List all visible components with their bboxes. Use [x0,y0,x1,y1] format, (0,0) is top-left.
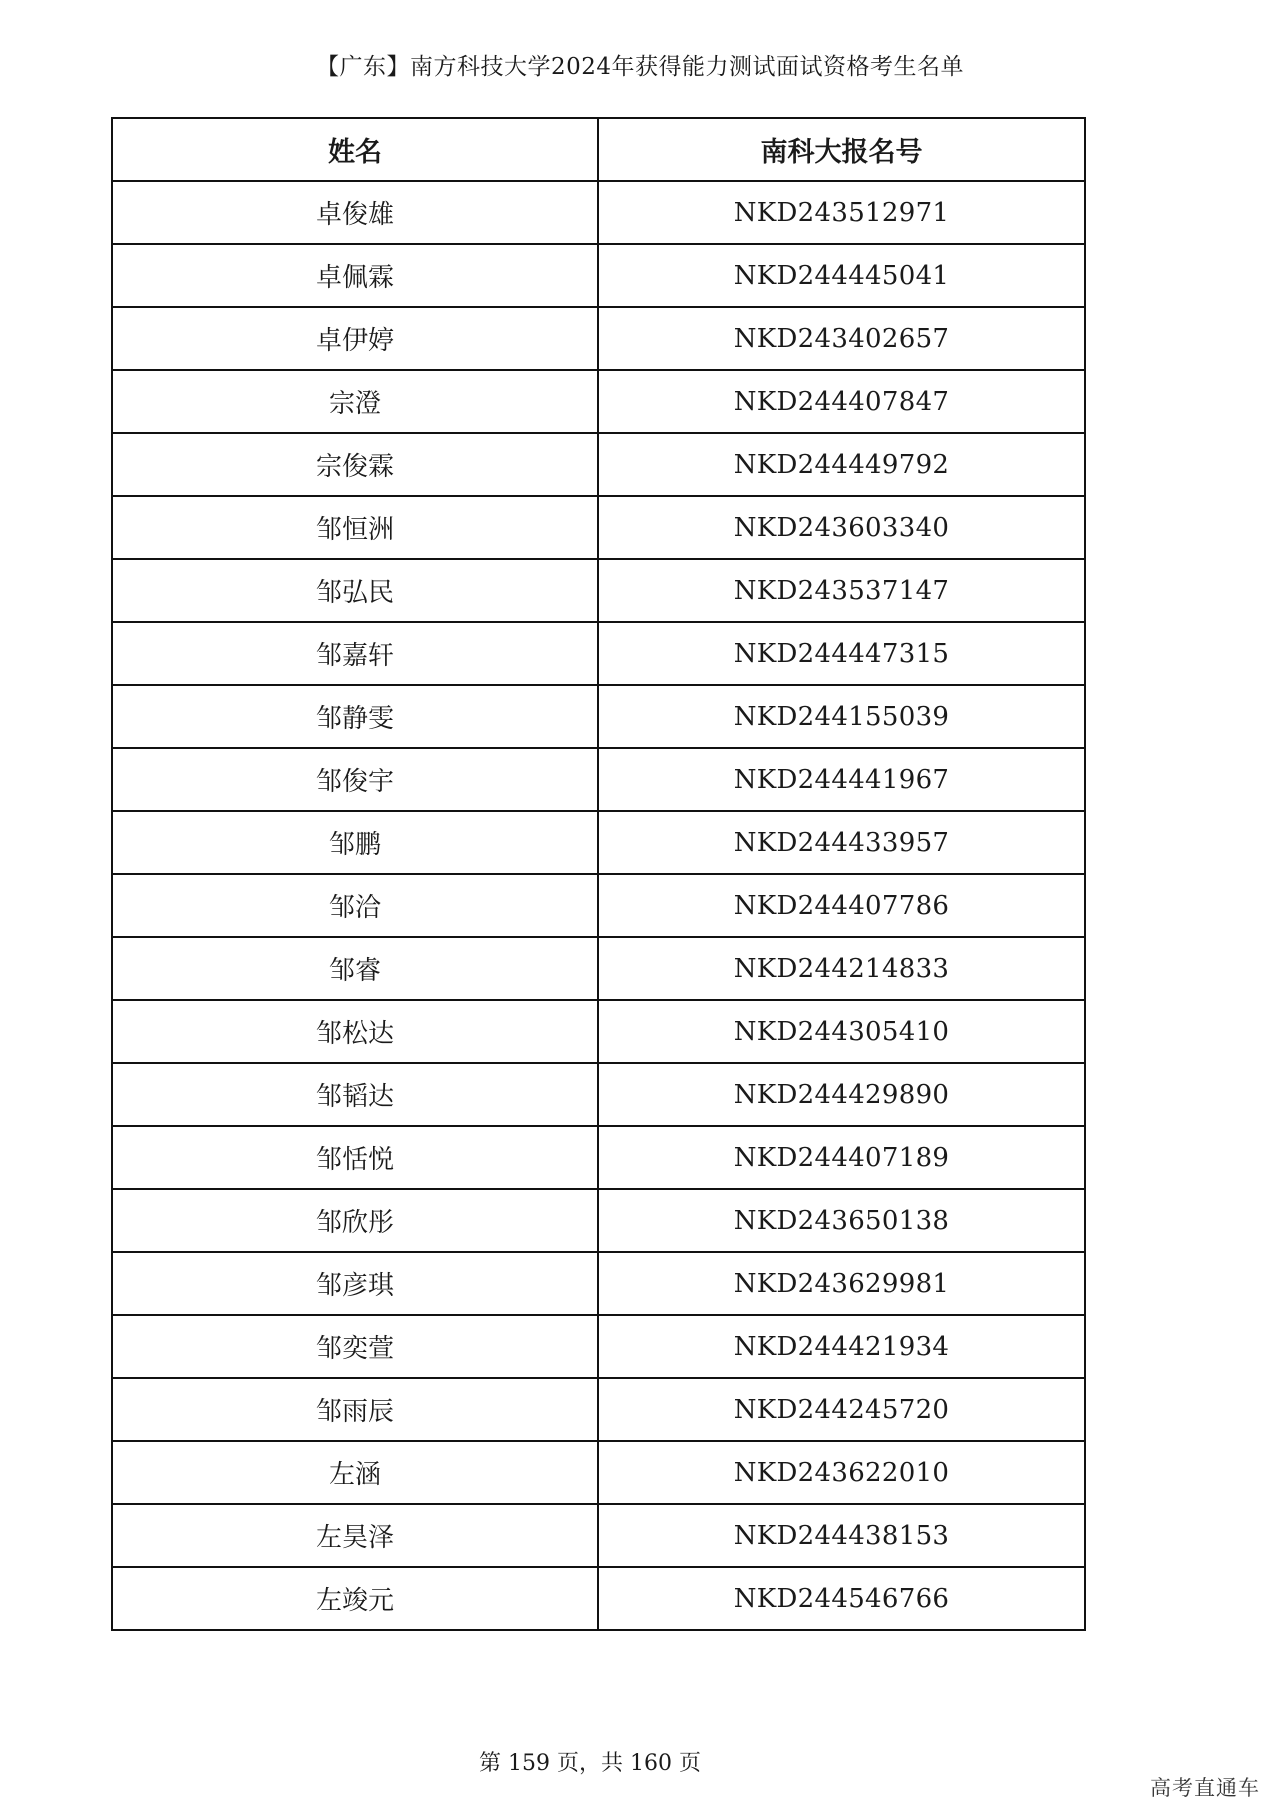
table-row [112,1063,1085,1126]
table-row [112,1504,1085,1567]
table-row [112,1441,1085,1504]
candidate-name-cell: 邹静雯 [112,685,598,748]
candidate-name-cell: 邹彦琪 [112,1252,598,1315]
table-row [112,181,1085,244]
candidate-name-cell: 卓伊婷 [112,307,598,370]
candidate-name-cell: 邹奕萱 [112,1315,598,1378]
candidate-name-cell: 卓佩霖 [112,244,598,307]
table-row [112,370,1085,433]
table-row [112,1567,1085,1630]
registration-id-cell: NKD243512971 [598,181,1085,244]
registration-id-cell: NKD244305410 [598,1000,1085,1063]
candidate-name-cell: 宗俊霖 [112,433,598,496]
page-number: 第 159 页，共 160 页 [479,1751,701,1776]
table-row [112,1189,1085,1252]
page-title: 【广东】南方科技大学2024年获得能力测试面试资格考生名单 [315,54,965,80]
table-row [112,748,1085,811]
table-row [112,937,1085,1000]
candidate-name-cell: 邹雨辰 [112,1378,598,1441]
registration-id-cell: NKD243629981 [598,1252,1085,1315]
registration-id-cell: NKD244433957 [598,811,1085,874]
candidate-name-cell: 左涵 [112,1441,598,1504]
registration-id-cell: NKD243402657 [598,307,1085,370]
registration-id-cell: NKD243650138 [598,1189,1085,1252]
table-header-row [112,118,1085,181]
table-row [112,622,1085,685]
registration-id-cell: NKD244407847 [598,370,1085,433]
column-header-name: 姓名 [112,118,598,181]
candidate-name-cell: 邹欣彤 [112,1189,598,1252]
candidate-name-cell: 左昊泽 [112,1504,598,1567]
table-row [112,1378,1085,1441]
table-row [112,1252,1085,1315]
registration-id-cell: NKD244441967 [598,748,1085,811]
candidate-name-cell: 邹弘民 [112,559,598,622]
table-row [112,1126,1085,1189]
candidate-name-cell: 邹睿 [112,937,598,1000]
table-row [112,874,1085,937]
candidate-name-cell: 邹韬达 [112,1063,598,1126]
registration-id-cell: NKD243622010 [598,1441,1085,1504]
candidate-name-cell: 邹恒洲 [112,496,598,559]
candidate-name-cell: 邹俊宇 [112,748,598,811]
registration-id-cell: NKD244214833 [598,937,1085,1000]
column-header-registration-id: 南科大报名号 [598,118,1085,181]
registration-id-cell: NKD244407189 [598,1126,1085,1189]
candidate-name-cell: 邹鹏 [112,811,598,874]
registration-id-cell: NKD244155039 [598,685,1085,748]
registration-id-cell: NKD244449792 [598,433,1085,496]
registration-id-cell: NKD244546766 [598,1567,1085,1630]
registration-id-cell: NKD244447315 [598,622,1085,685]
candidate-name-cell: 邹洽 [112,874,598,937]
table-body [112,181,1085,1630]
table-row [112,307,1085,370]
registration-id-cell: NKD243537147 [598,559,1085,622]
registration-id-cell: NKD243603340 [598,496,1085,559]
table-row [112,559,1085,622]
registration-id-cell: NKD244421934 [598,1315,1085,1378]
registration-id-cell: NKD244445041 [598,244,1085,307]
registration-id-cell: NKD244407786 [598,874,1085,937]
table-row [112,811,1085,874]
candidate-table [111,117,1086,1631]
candidate-name-cell: 邹松达 [112,1000,598,1063]
candidate-name-cell: 邹恬悦 [112,1126,598,1189]
table-row [112,1000,1085,1063]
table-row [112,433,1085,496]
table-row [112,496,1085,559]
registration-id-cell: NKD244245720 [598,1378,1085,1441]
candidate-name-cell: 卓俊雄 [112,181,598,244]
watermark-logo-text: 高考直通车 [1150,1776,1260,1800]
registration-id-cell: NKD244438153 [598,1504,1085,1567]
candidate-name-cell: 邹嘉轩 [112,622,598,685]
table-row [112,685,1085,748]
candidate-name-cell: 左竣元 [112,1567,598,1630]
candidate-name-cell: 宗澄 [112,370,598,433]
registration-id-cell: NKD244429890 [598,1063,1085,1126]
table-row [112,244,1085,307]
table-row [112,1315,1085,1378]
